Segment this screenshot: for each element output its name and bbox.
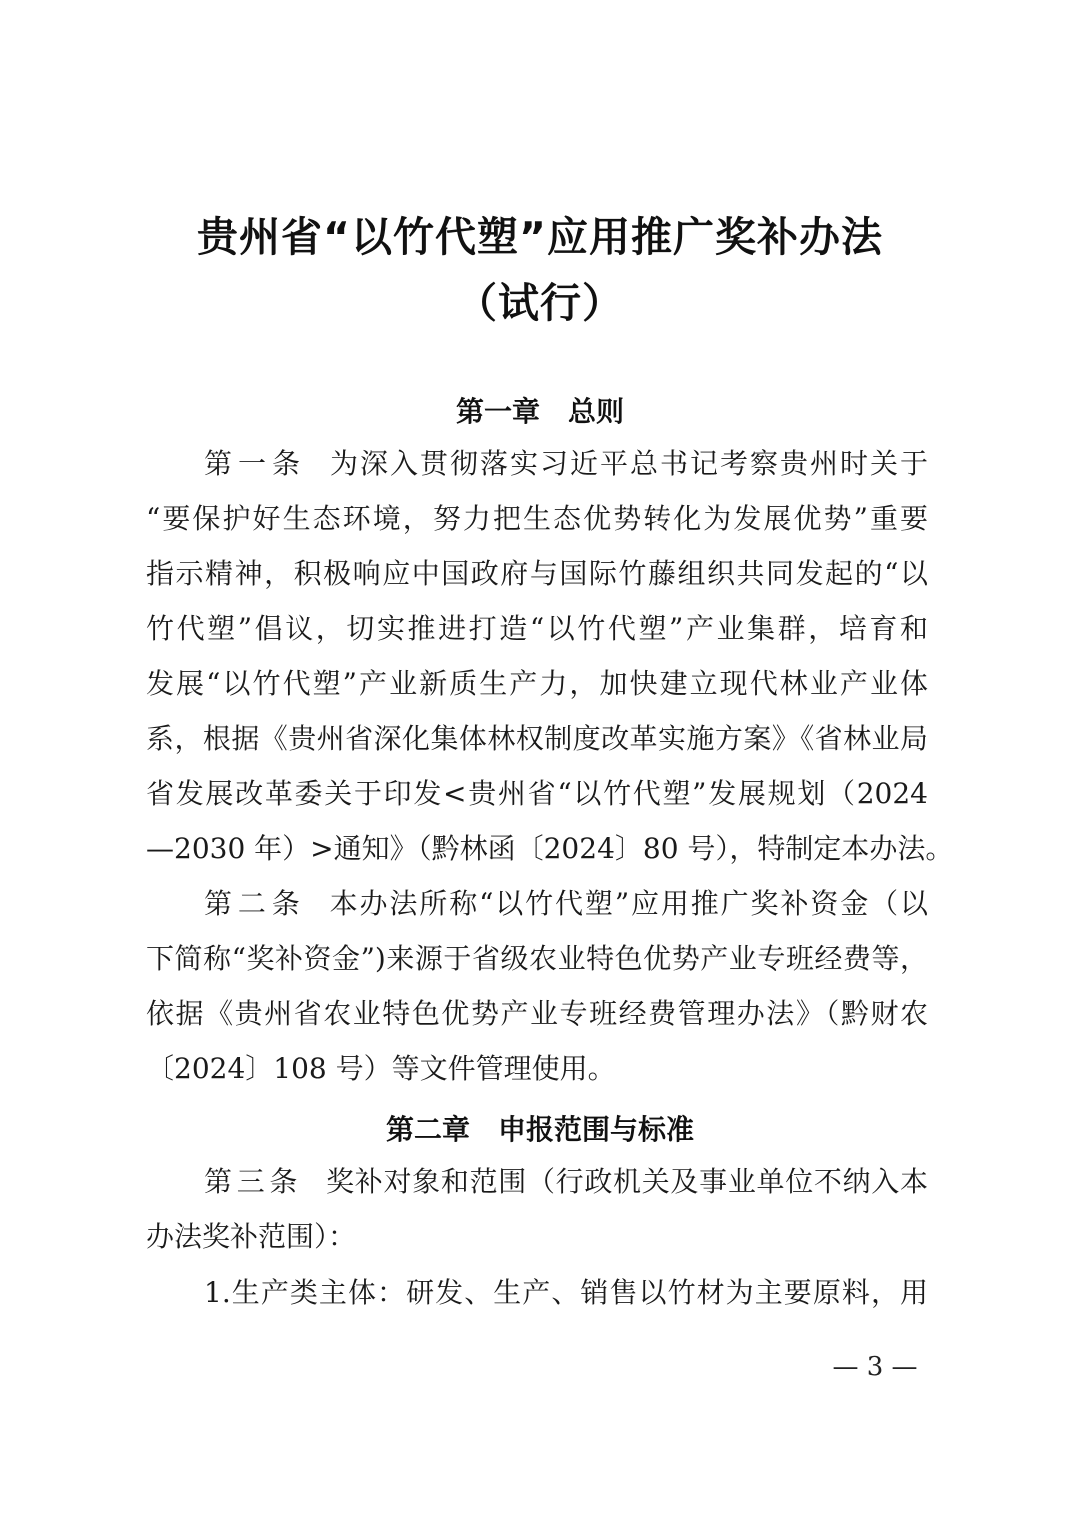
list-item: 1.生产类主体：研发、生产、销售以竹材为主要原料，用 <box>204 1276 928 1309</box>
page-number: — 3 — <box>832 1352 918 1382</box>
paragraph-line <box>204 1162 928 1202</box>
article-text: 本办法所称“以竹代塑”应用推广奖补资金（以 <box>329 887 928 920</box>
chapter-heading: 第二章 申报范围与标准 <box>385 1113 694 1146</box>
chapter-heading: 第一章 总则 <box>455 395 624 428</box>
paragraph-line: 下简称“奖补资金”)来源于省级农业特色优势产业专班经费等， <box>146 942 928 975</box>
paragraph-line: —2030 年）>通知》（黔林函〔2024〕80 号），特制定本办法。 <box>146 832 954 865</box>
document-subtitle: （试行） <box>456 279 624 327</box>
paragraph-line: “要保护好生态环境，努力把生态优势转化为发展优势”重要 <box>146 502 928 535</box>
paragraph-line: 竹代塑”倡议，切实推进打造“以竹代塑”产业集群，培育和 <box>146 612 928 645</box>
paragraph-line: 依据《贵州省农业特色优势产业专班经费管理办法》（黔财农 <box>146 997 928 1030</box>
article-label: 第一条 <box>204 447 306 480</box>
article-text: 为深入贯彻落实习近平总书记考察贵州时关于 <box>330 447 928 480</box>
article-text: 奖补对象和范围（行政机关及事业单位不纳入本 <box>326 1165 928 1198</box>
paragraph-line <box>204 884 928 924</box>
paragraph-line: 省发展改革委关于印发<贵州省“以竹代塑”发展规划（2024 <box>146 777 928 810</box>
paragraph-line: 系，根据《贵州省深化集体林权制度改革实施方案》《省林业局 <box>146 722 928 755</box>
article-label: 第二条 <box>204 887 306 920</box>
paragraph-line: 指示精神，积极响应中国政府与国际竹藤组织共同发起的“以 <box>146 557 928 590</box>
paragraph-line: 发展“以竹代塑”产业新质生产力，加快建立现代林业产业体 <box>146 667 928 700</box>
article-label: 第三条 <box>204 1165 303 1198</box>
paragraph-line <box>204 444 928 484</box>
document-title: 贵州省“以竹代塑”应用推广奖补办法 <box>197 213 883 261</box>
paragraph-line: 〔2024〕108 号）等文件管理使用。 <box>146 1052 616 1085</box>
paragraph-line: 办法奖补范围）： <box>146 1220 357 1253</box>
